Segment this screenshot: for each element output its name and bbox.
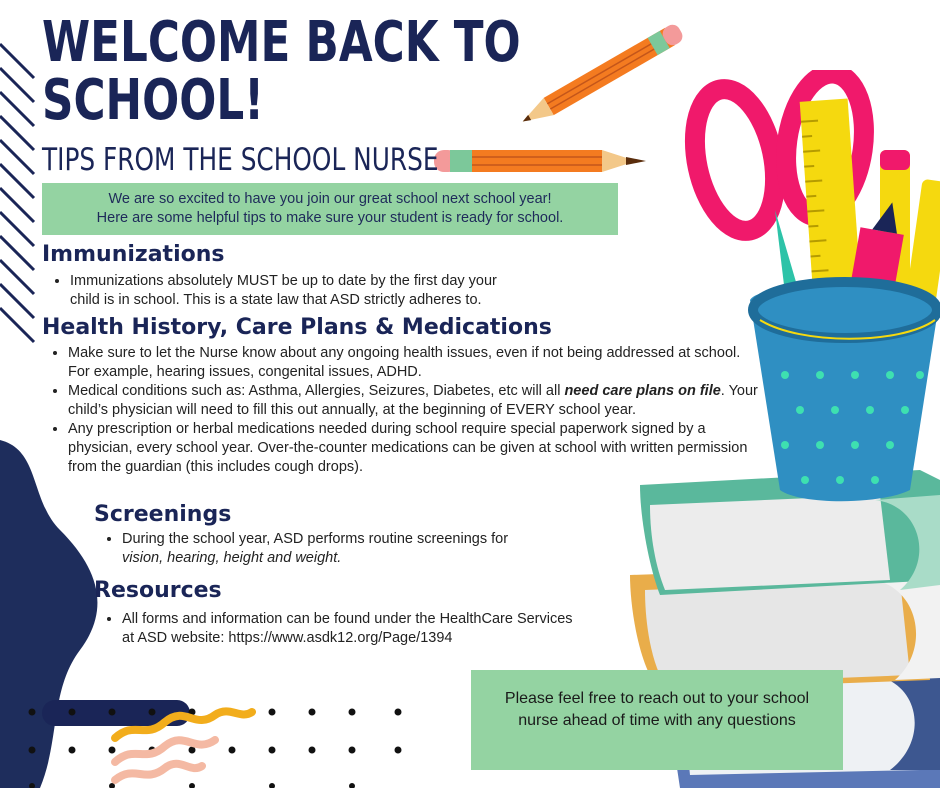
list-item	[70, 272, 590, 310]
screenings-item-line-1: During the school year, ASD performs routine screenings for	[122, 531, 509, 547]
resources-list	[96, 610, 662, 648]
list-item: • Make sure to let the Nurse know about any ongoing health issues, even if not being addressed at school. For example, hearing issues, congenital issues, ADHD.	[68, 344, 758, 382]
list-item	[122, 610, 662, 648]
list-item	[122, 530, 592, 568]
screenings-list	[96, 530, 592, 568]
immunizations-heading: Immunizations	[42, 242, 225, 267]
immunizations-item-line-2: child is in school. This is a state law that ASD strictly adheres to.	[70, 292, 482, 308]
health-heading: Health History, Care Plans & Medications	[42, 315, 552, 340]
page-title	[42, 10, 521, 133]
resources-item-line-2: at ASD website: https://www.asdk12.org/Page/1394	[122, 630, 453, 646]
health-item2-pre: Medical conditions such as: Asthma, Allergies, Seizures, Diabetes, etc will all	[68, 383, 565, 399]
health-list	[42, 344, 758, 477]
health-item2-bold: need care plans on file	[564, 383, 721, 399]
closing-note	[471, 670, 843, 770]
stripe-decoration	[0, 40, 40, 360]
screenings-heading: Screenings	[94, 502, 232, 527]
immunizations-item-line-1: Immunizations absolutely MUST be up to date by the first day your	[70, 273, 497, 289]
dots-decoration	[20, 700, 420, 788]
resources-heading: Resources	[94, 578, 222, 603]
health-item2-post: . Your child’s physician will need to fill this out annually, at the beginning of EVERY school year.	[68, 383, 758, 418]
screenings-item-line-2: vision, hearing, height and weight.	[122, 550, 342, 566]
list-item	[68, 382, 758, 420]
title-line-1: WELCOME BACK TO	[42, 10, 521, 75]
pencil-icon	[420, 144, 650, 178]
page-subtitle: TIPS FROM THE SCHOOL NURSE	[42, 142, 439, 178]
intro-banner	[42, 183, 618, 235]
intro-line-2: Here are some helpful tips to make sure your student is ready for school.	[96, 210, 564, 226]
closing-line-1: Please feel free to reach out to your school	[504, 690, 810, 707]
title-line-2: SCHOOL!	[42, 68, 265, 133]
pencil-icon	[500, 14, 710, 134]
closing-line-2: nurse ahead of time with any questions	[518, 712, 796, 729]
list-item: • Any prescription or herbal medications needed during school require special paperwork signed by a physician, every school year. Over-the-counter medications can be given at school with written permission from the guardian (this includes cough drops).	[68, 420, 758, 477]
intro-line-1: We are so excited to have you join our great school next school year!	[108, 191, 552, 207]
resources-item-line-1: All forms and information can be found under the HealthCare Services	[122, 611, 573, 627]
immunizations-list	[44, 272, 590, 310]
